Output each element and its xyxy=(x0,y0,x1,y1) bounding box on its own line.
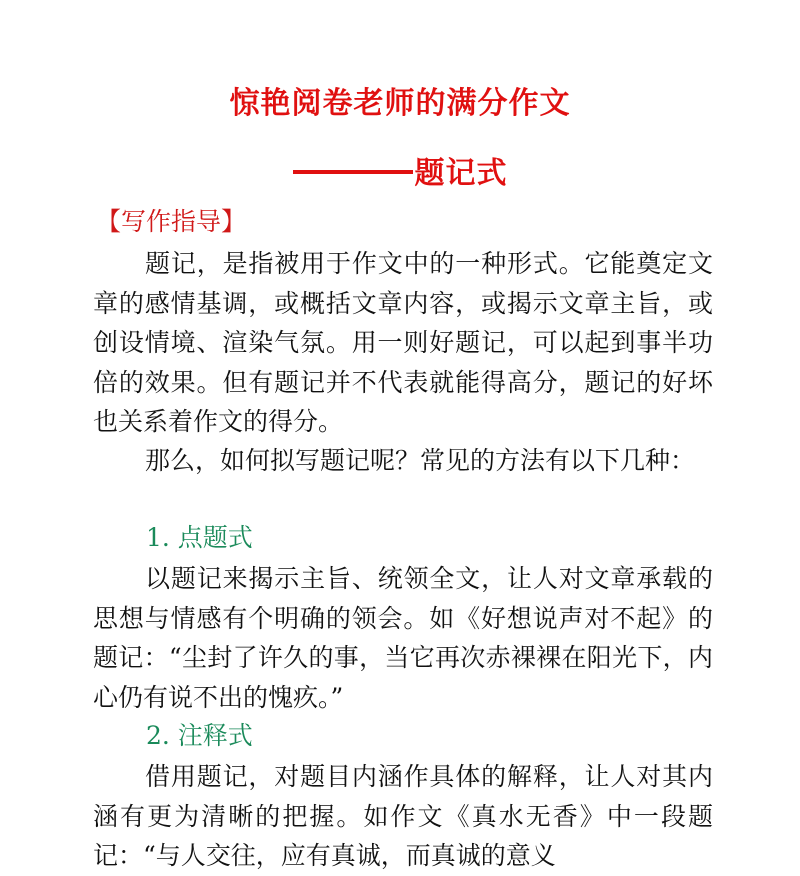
subtitle-dash xyxy=(293,170,413,174)
method2-paragraph: 借用题记，对题目内涵作具体的解释，让人对其内涵有更为清晰的把握。如作文《真水无香》中一段题记：“与人交往，应有真诚，而真诚的意义 xyxy=(93,762,713,870)
question-paragraph: 那么，如何拟写题记呢？常见的方法有以下几种： xyxy=(145,446,696,475)
subtitle-text: 题记式 xyxy=(414,156,508,191)
guide-heading: 【写作指导】 xyxy=(96,207,247,236)
method2-heading: 2. 注释式 xyxy=(146,721,253,750)
method1-paragraph: 以题记来揭示主旨、统领全文，让人对文章承载的思想与情感有个明确的领会。如《好想说声对不起》的题记：“尘封了许久的事，当它再次赤裸裸在阳光下，内心仍有说不出的愧疚。” xyxy=(93,564,713,712)
intro-paragraph: 题记，是指被用于作文中的一种形式。它能奠定文章的感情基调，或概括文章内容，或揭示文章主旨，或创设情境、渲染气氛。用一则好题记，可以起到事半功倍的效果。但有题记并不代表就能得高分，题记的好坏也关系着作文的得分。 xyxy=(93,249,713,436)
method1-heading: 1. 点题式 xyxy=(146,523,253,552)
page-subtitle xyxy=(0,156,800,192)
page-title: 惊艳阅卷老师的满分作文 xyxy=(229,86,571,121)
